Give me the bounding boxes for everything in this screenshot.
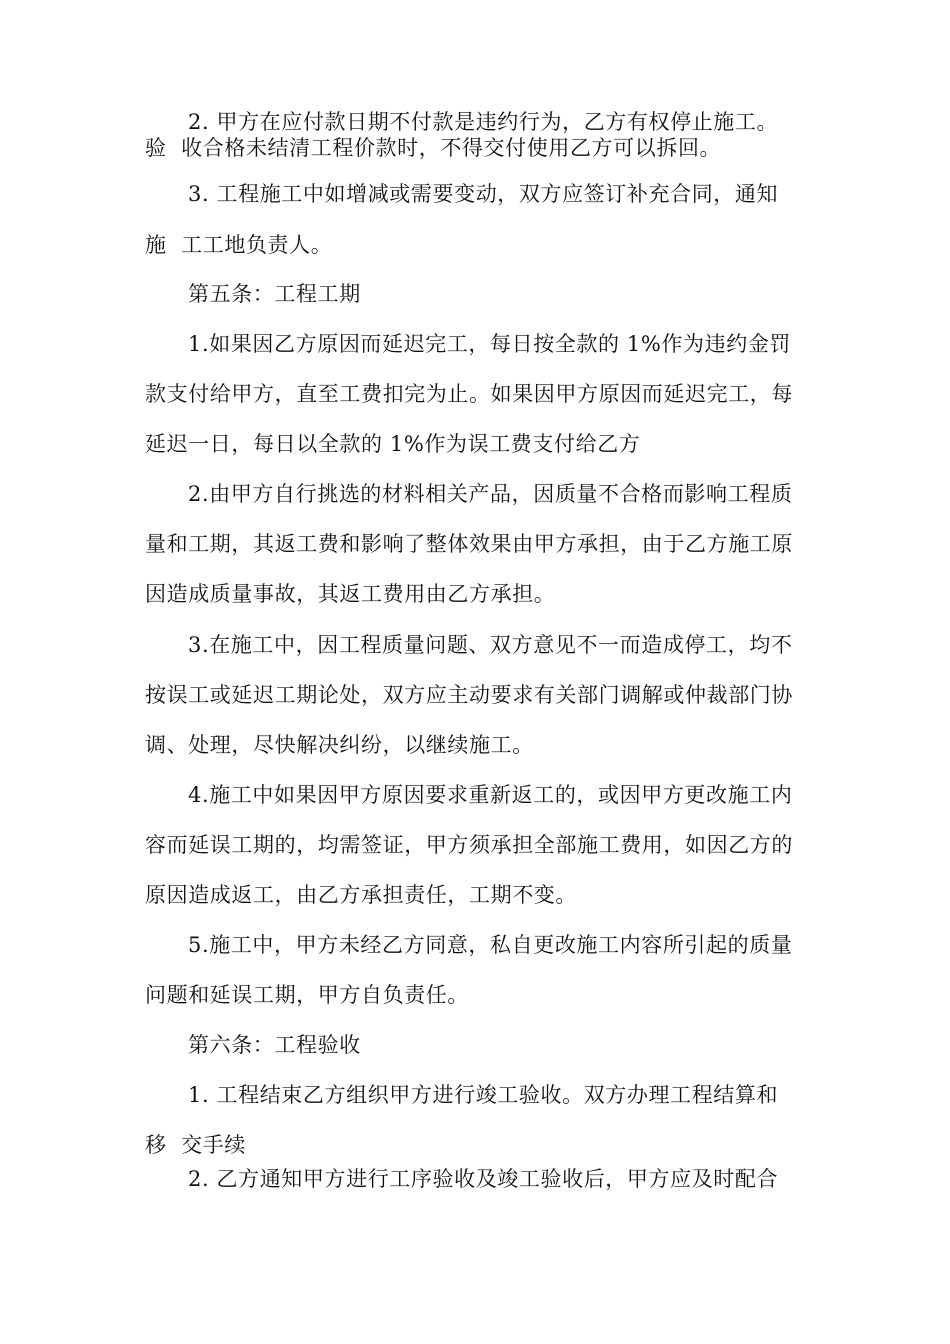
clause-5-item-4-line-3: 原因造成返工，由乙方承担责任，工期不变。	[145, 883, 577, 907]
clause-6-heading: 第六条：工程验收	[188, 1033, 361, 1057]
clause-6-item-1-line-2: 移 交手续	[145, 1133, 246, 1157]
clause-6-item-1-line-1: 1. 工程结束乙方组织甲方进行竣工验收。双方办理工程结算和	[188, 1083, 779, 1107]
clause-5-item-2-line-3: 因造成质量事故，其返工费用由乙方承担。	[145, 582, 556, 606]
clause-5-item-4-line-1: 4.施工中如果因甲方原因要求重新返工的，或因甲方更改施工内	[188, 783, 793, 807]
clause-5-item-2-line-1: 2.由甲方自行挑选的材料相关产品，因质量不合格而影响工程质	[188, 482, 793, 506]
clause-5-item-3-line-2: 按误工或延迟工期论处，双方应主动要求有关部门调解或仲裁部门协	[145, 683, 793, 707]
clause-5-item-1-line-2: 款支付给甲方，直至工费扣完为止。如果因甲方原因而延迟完工，每	[145, 382, 793, 406]
clause-4-item-2-line-2: 验 收合格未结清工程价款时，不得交付使用乙方可以拆回。	[145, 136, 722, 160]
clause-4-item-3-line-2: 施 工工地负责人。	[145, 233, 333, 257]
clause-5-heading: 第五条：工程工期	[188, 282, 361, 306]
clause-5-item-4-line-2: 容而延误工期的，均需签证，甲方须承担全部施工费用，如因乙方的	[145, 833, 793, 857]
clause-5-item-1-line-1: 1.如果因乙方原因而延迟完工，每日按全款的 1%作为违约金罚	[188, 332, 792, 356]
clause-5-item-3-line-3: 调、处理，尽快解决纠纷，以继续施工。	[145, 733, 534, 757]
clause-4-item-2-line-1: 2. 甲方在应付款日期不付款是违约行为，乙方有权停止施工。	[188, 110, 779, 134]
clause-4-item-3-line-1: 3. 工程施工中如增减或需要变动，双方应签订补充合同，通知	[188, 182, 779, 206]
clause-5-item-3-line-1: 3.在施工中，因工程质量问题、双方意见不一而造成停工，均不	[188, 633, 793, 657]
clause-5-item-5-line-2: 问题和延误工期，甲方自负责任。	[145, 983, 469, 1007]
clause-5-item-1-line-3: 延迟一日，每日以全款的 1%作为误工费支付给乙方	[145, 432, 641, 456]
clause-5-item-2-line-2: 量和工期，其返工费和影响了整体效果由甲方承担，由于乙方施工原	[145, 532, 793, 556]
clause-6-item-2-line-1: 2. 乙方通知甲方进行工序验收及竣工验收后，甲方应及时配合	[188, 1167, 779, 1191]
clause-5-item-5-line-1: 5.施工中，甲方未经乙方同意，私自更改施工内容所引起的质量	[188, 933, 793, 957]
